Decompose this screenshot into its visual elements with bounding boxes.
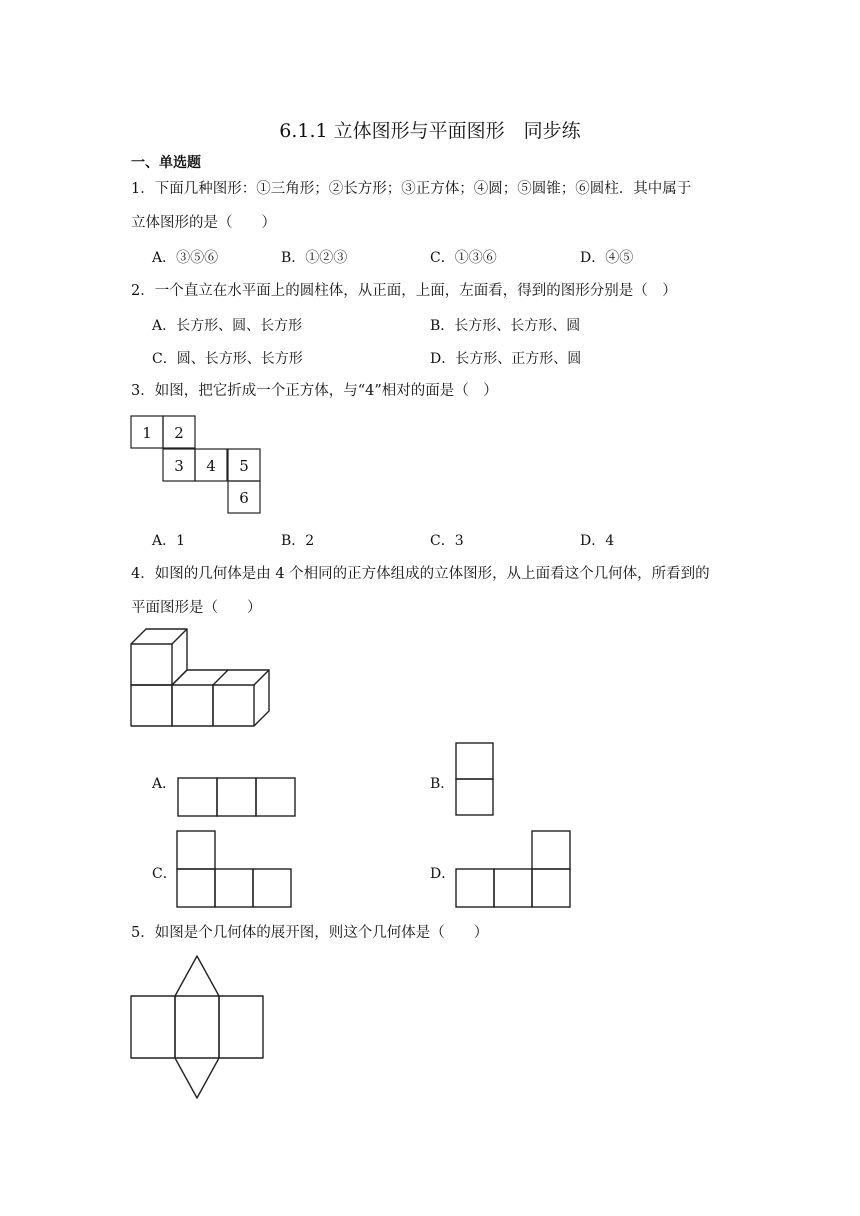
prism-triangle-bottom <box>175 1058 219 1098</box>
q3-option-a: A．1 <box>152 533 186 549</box>
prism-face-left <box>131 996 175 1058</box>
question-3-line-1: 3．如图，把它折成一个正方体，与“4”相对的面是（ ） <box>131 383 498 399</box>
net-label-2: 2 <box>174 424 184 442</box>
net-label-6: 6 <box>239 489 249 507</box>
net-label-4: 4 <box>206 457 216 475</box>
q1-option-c: C．①③⑥ <box>430 250 497 266</box>
net-label-5: 5 <box>239 457 249 475</box>
q1-option-d: D．④⑤ <box>580 250 634 266</box>
question-4-line-2: 平面图形是（ ） <box>131 600 262 616</box>
question-2-line-1: 2．一个直立在水平面上的圆柱体，从正面，上面，左面看，得到的图形分别是（ ） <box>131 283 677 299</box>
q3-option-d: D．4 <box>580 533 615 549</box>
section-heading: 一、单选题 <box>131 155 201 171</box>
q2-option-b: B．长方形、长方形、圆 <box>430 318 581 334</box>
q4-option-c-label: C． <box>152 866 177 882</box>
q3-option-b: B．2 <box>281 533 315 549</box>
prism-face-right <box>219 996 263 1058</box>
question-4-line-1: 4．如图的几何体是由 4 个相同的正方体组成的立体图形，从上面看这个几何体，所看到的 <box>131 566 710 582</box>
q4-option-a-label: A． <box>152 776 177 792</box>
net-label-1: 1 <box>142 424 152 442</box>
q1-option-a: A．③⑤⑥ <box>152 250 219 266</box>
net-label-3: 3 <box>174 457 184 475</box>
question-5-line-1: 5．如图是个几何体的展开图，则这个几何体是（ ） <box>131 925 489 941</box>
q4-option-b-label: B． <box>430 776 455 792</box>
q2-option-d: D．长方形、正方形、圆 <box>430 351 582 367</box>
prism-triangle-top <box>175 956 219 996</box>
prism-face-middle <box>175 996 219 1058</box>
q4-option-d-label: D． <box>430 866 456 882</box>
q1-option-b: B．①②③ <box>281 250 348 266</box>
page-title: 6.1.1 立体图形与平面图形 同步练 <box>279 120 581 142</box>
question-1-line-2: 立体图形的是（ ） <box>131 215 276 231</box>
q2-option-a: A．长方形、圆、长方形 <box>152 318 303 334</box>
question-1-line-1: 1．下面几种图形：①三角形；②长方形；③正方体；④圆；⑤圆锥；⑥圆柱．其中属于 <box>131 181 692 197</box>
q2-option-c: C．圆、长方形、长方形 <box>152 351 303 367</box>
q3-option-c: C．3 <box>430 533 464 549</box>
